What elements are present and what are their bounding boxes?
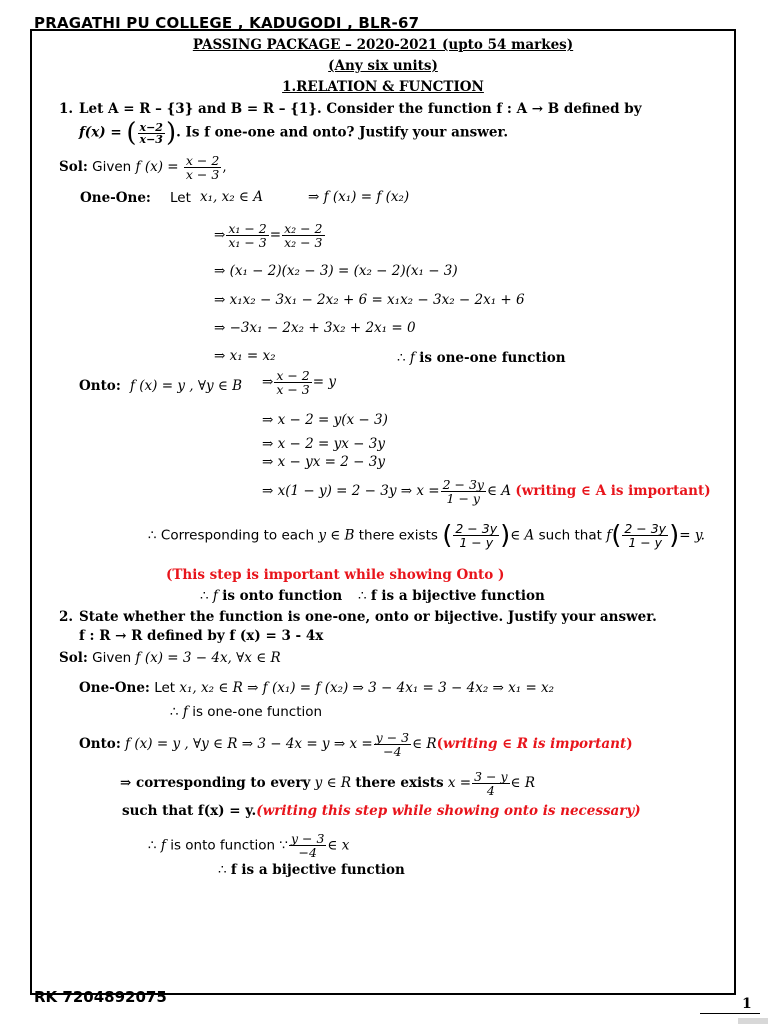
q1-important-note: (This step is important while showing Onto ) — [166, 567, 505, 583]
chapter-title: 1.RELATION & FUNCTION — [282, 79, 484, 95]
q2-onto-line: Onto: f (x) = y , ∀y ∈ R ⇒ 3 − 4x = y ⇒ x = $\frac{y - 3}{-4}$ ∈ R(writing ∈ R is important) — [79, 730, 633, 759]
q1-step5: ⇒ x₁ = x₂ — [214, 348, 276, 364]
q2-oneone-line: One-One: Let x₁, x₂ ∈ R ⇒ f (x₁) = f (x₂) ⇒ 3 − 4x₁ = 3 − 4x₂ ⇒ x₁ = x₂ — [79, 680, 555, 696]
q2-given-line: Sol: Given f (x) = 3 − 4x, ∀x ∈ R — [59, 650, 281, 666]
q1-step2: ⇒ (x₁ − 2)(x₂ − 3) = (x₂ − 2)(x₁ − 3) — [214, 263, 458, 279]
q1-onto-step4: ⇒ x − yx = 2 − 3y — [262, 454, 385, 470]
q1-line2: f(x) = ( $\frac{x-2}{x-3}$ ). Is f one-one and onto? Justify your answer. — [79, 118, 509, 148]
q2-bijective-conclusion: ∴ f is a bijective function — [218, 862, 405, 878]
q1-let: Let — [170, 190, 191, 206]
q2-number: 2. — [59, 609, 74, 625]
q1-bijective-conclusion: ∴ f is a bijective function — [358, 588, 545, 604]
q1-step3: ⇒ x₁x₂ − 3x₁ − 2x₂ + 6 = x₁x₂ − 3x₂ − 2x₁ + 6 — [214, 292, 525, 308]
q2-oneone-conclusion: ∴ f is one-one function — [170, 704, 323, 720]
page-corner-shade — [738, 1018, 768, 1024]
q1-oneone-conclusion: ∴ f is one-one function — [397, 350, 566, 366]
page-number-rule — [700, 1013, 760, 1014]
q1-onto-label: Onto: — [79, 378, 121, 394]
college-header: PRAGATHI PU COLLEGE , KADUGODI , BLR-67 — [34, 14, 420, 32]
q1-step1: ⇒ $\frac{\text{x₁ − 2}}{\text{x₁ − 3}}$ = $\frac{\text{x₂ − 2}}{\text{x₂ − 3}}$ — [214, 221, 323, 250]
q1-corresponding-line: ∴ Corresponding to each y ∈ B there exists ( $\frac{2 - 3y}{1 - y}$ )∈ A such that f( $\frac{2 - 3y}{1 - y}$ )= y. — [148, 520, 705, 551]
q1-line1: Let A = R – {3} and B = R – {1}. Consider the function f : A → B defined by — [79, 101, 642, 117]
q2-line2: f : R → R defined by f (x) = 3 - 4x — [79, 628, 324, 644]
q1-onto-step3: ⇒ x − 2 = yx − 3y — [262, 436, 385, 452]
q1-number: 1. — [59, 101, 74, 117]
q2-corresponding-line: ⇒ corresponding to every y ∈ R there exists x = $\frac{3 - y}{4}$ ∈ R — [120, 769, 535, 798]
q2-onto-conclusion: ∴ f is onto function ∵ $\frac{y - 3}{-4}$ ∈ x — [148, 831, 350, 860]
page-number: 1 — [742, 996, 752, 1012]
q2-line1: State whether the function is one-one, onto or bijective. Justify your answer. — [79, 609, 657, 625]
q1-onto-given: f (x) = y , ∀y ∈ B — [130, 378, 243, 394]
footer-contact: RK 7204892075 — [34, 988, 167, 1006]
q1-oneone-label: One-One: — [80, 190, 151, 206]
q1-let-vars: x₁, x₂ ∈ A — [200, 189, 263, 205]
units-subtitle: (Any six units) — [328, 58, 438, 74]
q1-onto-conclusion: ∴ f is onto function — [200, 588, 343, 604]
q1-onto-step5: ⇒ x(1 − y) = 2 − 3y ⇒ x = $\frac{2 - 3y}{1 - y}$ ∈ A (writing ∈ A is important) — [262, 477, 711, 506]
q2-such-that-line: such that f(x) = y.(writing this step while showing onto is necessary) — [122, 803, 641, 819]
q1-given-line: Sol: Given f (x) = $\frac{x - 2}{x - 3}$ , — [59, 153, 227, 182]
q1-onto-step2: ⇒ x − 2 = y(x − 3) — [262, 412, 388, 428]
q1-step4: ⇒ −3x₁ − 2x₂ + 3x₂ + 2x₁ = 0 — [214, 320, 416, 336]
q1-onto-step1: ⇒ $\frac{x - 2}{x - 3}$ = y — [262, 368, 336, 397]
q1-implies1: ⇒ f (x₁) = f (x₂) — [308, 189, 410, 205]
package-title: PASSING PACKAGE – 2020-2021 (upto 54 markes) — [192, 37, 574, 53]
